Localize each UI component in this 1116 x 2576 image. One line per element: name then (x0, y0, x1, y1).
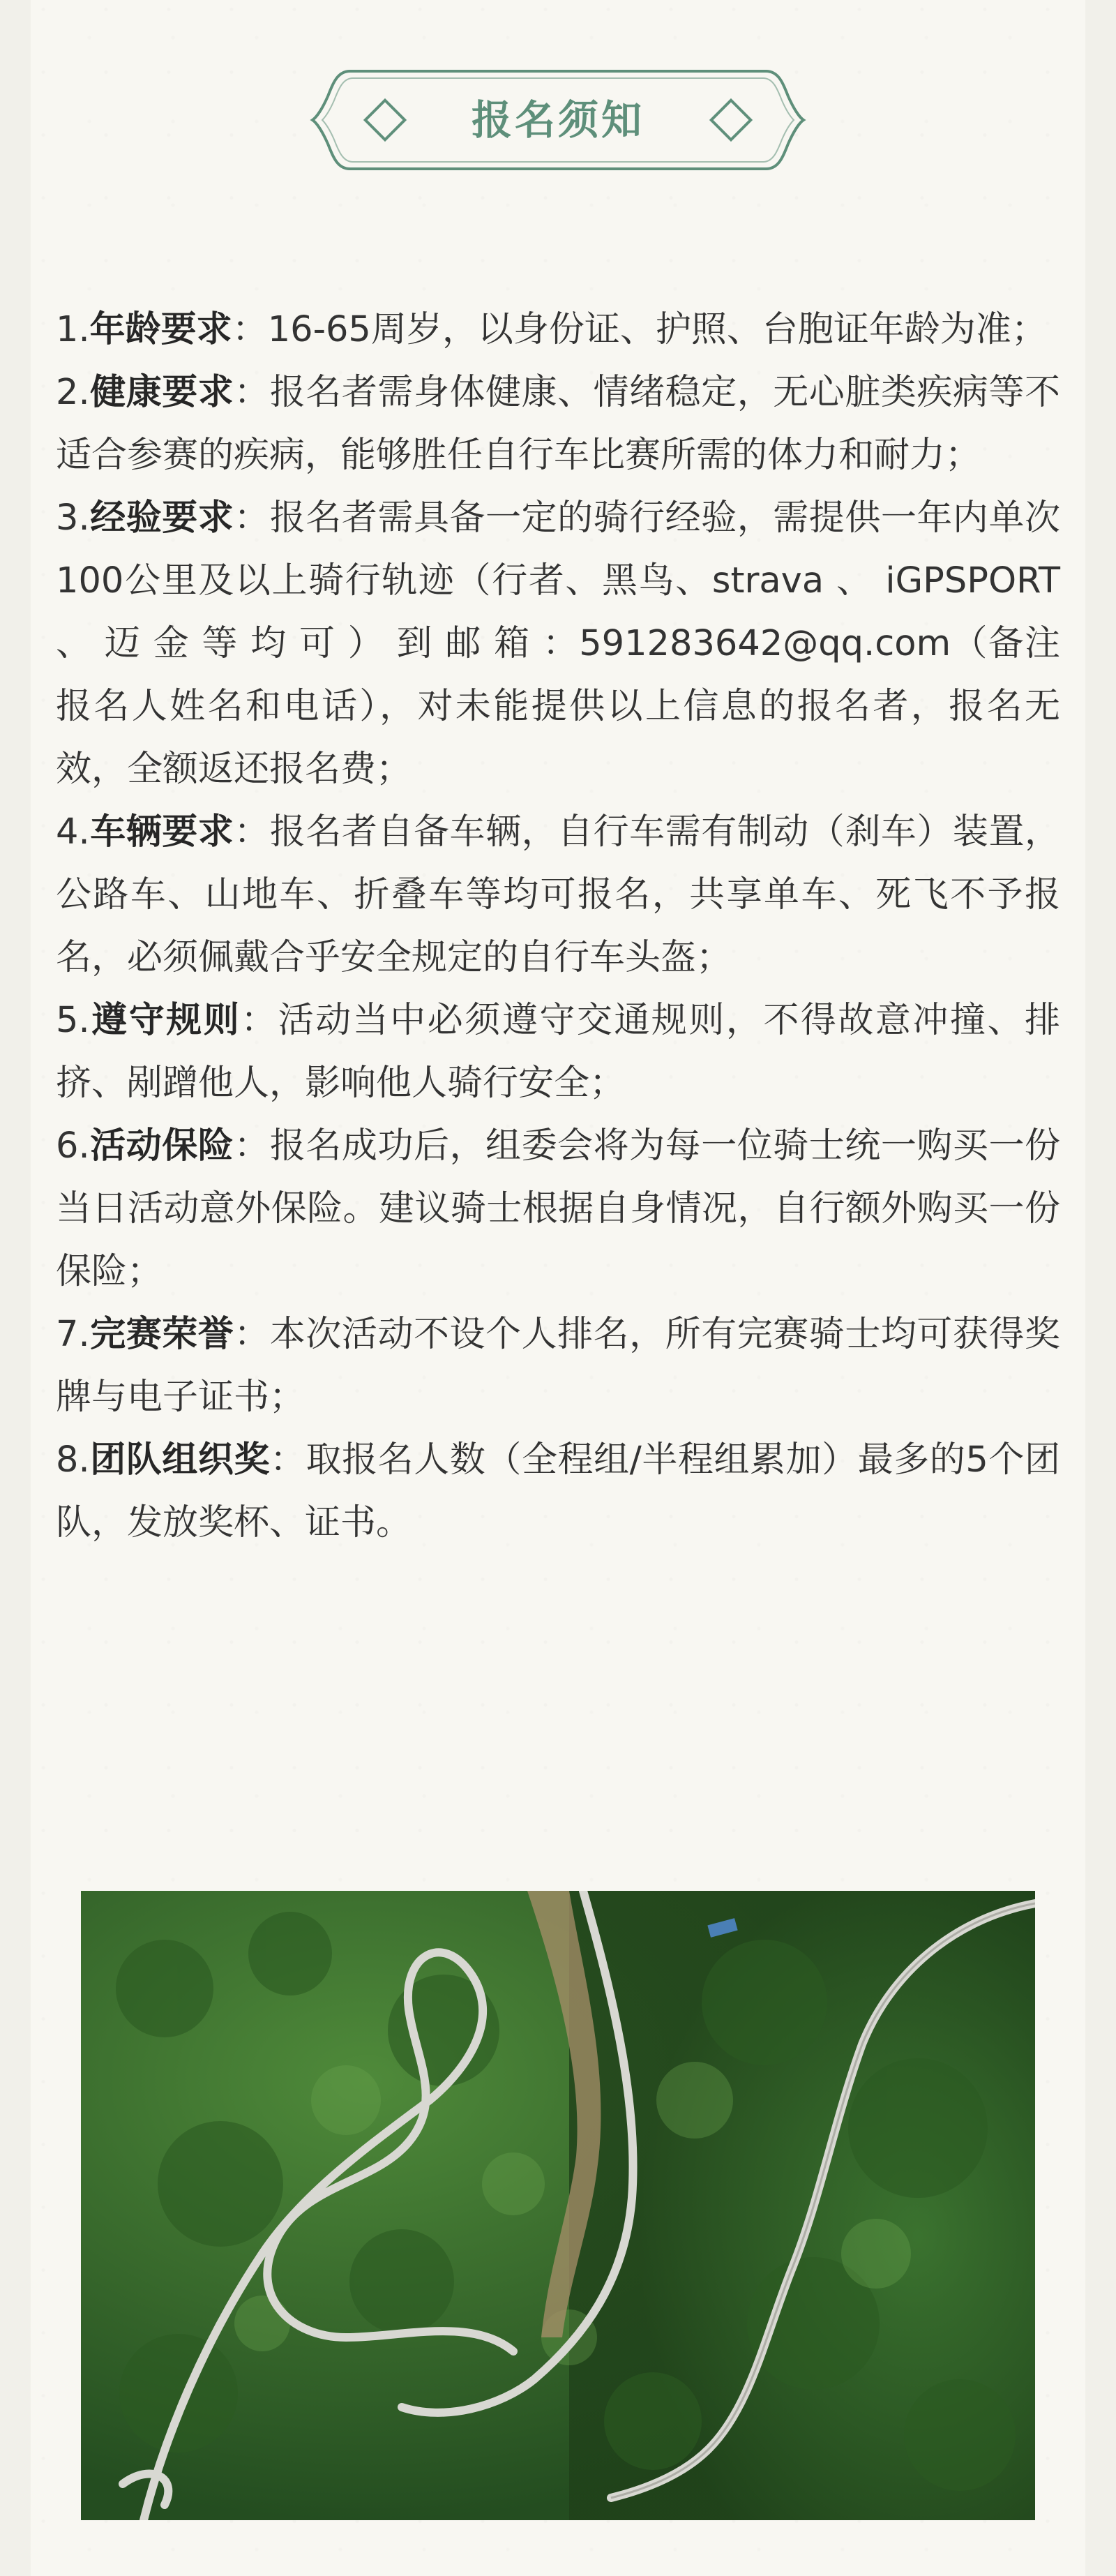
list-item-health (56, 361, 1060, 487)
list-item-rules (56, 989, 1060, 1115)
item-text: ：取报名人数（全程组/半程组累加）最多的5个团队，发放奖杯、证书。 (56, 1439, 1060, 1543)
list-item-experience (56, 487, 1060, 801)
notice-list (56, 299, 1060, 1555)
aerial-mountain-road-photo (81, 1891, 1035, 2520)
item-number: 4. (56, 811, 90, 853)
item-number: 1. (56, 309, 90, 350)
list-item-team-award (56, 1429, 1060, 1555)
item-number: 7. (56, 1314, 90, 1355)
title-banner (307, 66, 809, 174)
item-label: 车辆要求 (89, 811, 234, 853)
list-item-age (56, 299, 1060, 361)
item-label: 年龄要求 (89, 309, 232, 350)
list-item-vehicle (56, 801, 1060, 989)
item-label: 遵守规则 (89, 1000, 241, 1041)
item-label: 活动保险 (89, 1125, 234, 1167)
item-number: 5. (56, 1000, 90, 1041)
item-text: ：报名者需具备一定的骑行经验，需提供一年内单次100公里及以上骑行轨迹（行者、黑鸟、strava 、 iGPSPORT 、 迈 金 等 均 可 ） 到 邮 箱 ：591283642@qq.com（备注报名人姓名和电话），对未能提供以上信息的报名者，报名无效，全额返还报名费； (56, 497, 1060, 790)
item-label: 经验要求 (89, 497, 234, 539)
item-label: 完赛荣誉 (89, 1314, 234, 1355)
item-text: ：本次活动不设个人排名，所有完赛骑士均可获得奖牌与电子证书； (56, 1314, 1060, 1418)
list-item-insurance (56, 1115, 1060, 1303)
mountain-road-icon (81, 1891, 1035, 2520)
item-number: 8. (56, 1439, 90, 1481)
item-text: ：报名者自备车辆，自行车需有制动（刹车）装置，公路车、山地车、折叠车等均可报名，共享单车、死飞不予报名，必须佩戴合乎安全规定的自行车头盔； (56, 811, 1060, 978)
item-text: ：16-65周岁，以身份证、护照、台胞证年龄为准； (232, 309, 1047, 350)
list-item-honor (56, 1303, 1060, 1429)
item-text: ：报名者需身体健康、情绪稳定，无心脏类疾病等不适合参赛的疾病，能够胜任自行车比赛所需的体力和耐力； (56, 372, 1060, 476)
item-number: 2. (56, 372, 90, 413)
item-label: 健康要求 (89, 372, 234, 413)
item-text: ：活动当中必须遵守交通规则，不得故意冲撞、排挤、剐蹭他人，影响他人骑行安全； (56, 1000, 1060, 1104)
page-title: 报名须知 (471, 96, 644, 144)
item-number: 3. (56, 497, 90, 539)
item-number: 6. (56, 1125, 90, 1167)
item-label: 团队组织奖 (89, 1439, 271, 1481)
item-text: ：报名成功后，组委会将为每一位骑士统一购买一份当日活动意外保险。建议骑士根据自身情况，自行额外购买一份保险； (56, 1125, 1060, 1292)
